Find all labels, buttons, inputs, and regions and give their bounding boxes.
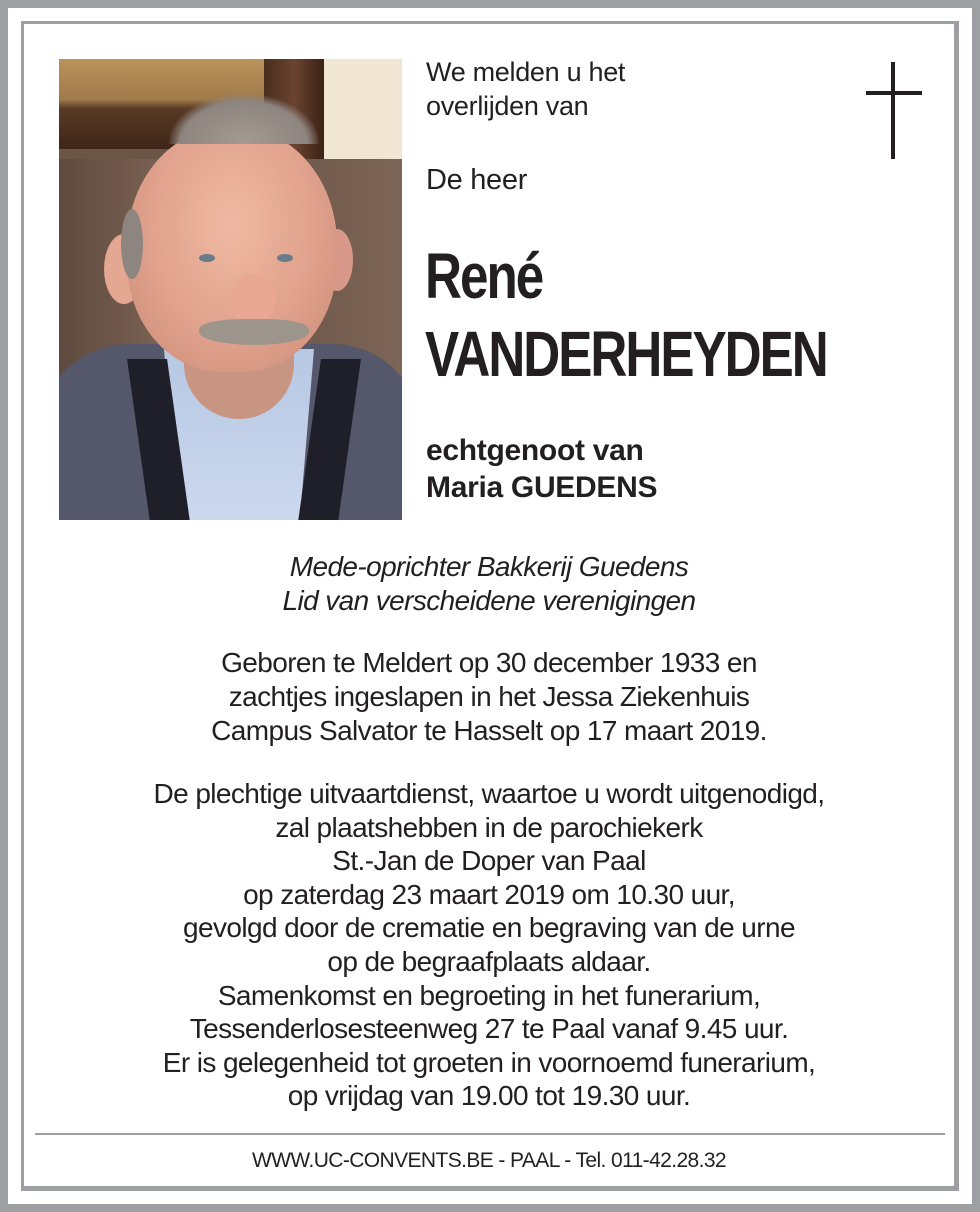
- ceremony-line: Samenkomst en begroeting in het funerarium,: [217, 979, 761, 1011]
- funeral-home-footer: WWW.UC-CONVENTS.BE - PAAL - Tel. 011-42.28.32: [251, 1149, 727, 1172]
- latin-cross-icon: [866, 62, 922, 159]
- photo-hair: [169, 94, 319, 144]
- spouse-name: Maria GUEDENS: [426, 471, 658, 504]
- birth-death-line: Campus Salvator te Hasselt op 17 maart 2019.: [211, 715, 767, 746]
- spouse-relation: echtgenoot van: [426, 434, 644, 467]
- cross-horizontal-bar: [866, 91, 922, 95]
- deceased-first-name: René: [425, 240, 543, 312]
- ceremony-line: op vrijdag van 19.00 tot 19.30 uur.: [287, 1080, 691, 1112]
- photo-mustache: [199, 319, 309, 345]
- ceremony-line: op zaterdag 23 maart 2019 om 10.30 uur,: [243, 878, 735, 910]
- photo-nose: [231, 274, 275, 324]
- ceremony-line: St.-Jan de Doper van Paal: [332, 845, 646, 877]
- footer-divider: [35, 1133, 945, 1135]
- ceremony-line: Tessenderlosesteenweg 27 te Paal vanaf 9.45 uur.: [189, 1013, 789, 1045]
- ceremony-text: [24, 777, 954, 1113]
- deceased-last-name: VANDERHEYDEN: [425, 318, 827, 390]
- photo-eye-right: [277, 254, 293, 262]
- role-line: Lid van verscheidene verenigingen: [282, 585, 696, 616]
- ceremony-line: De plechtige uitvaartdienst, waartoe u wordt uitgenodigd,: [153, 778, 825, 809]
- intro-line: We melden u het: [426, 57, 626, 87]
- spouse-info: [426, 432, 657, 506]
- birth-death-text: [24, 646, 954, 748]
- birth-death-line: Geboren te Meldert op 30 december 1933 en: [221, 647, 757, 678]
- intro-text: [426, 55, 625, 123]
- salutation: De heer: [426, 164, 528, 196]
- roles-text: [24, 550, 954, 618]
- cross-vertical-bar: [891, 62, 895, 159]
- role-line: Mede-oprichter Bakkerij Guedens: [289, 551, 689, 582]
- portrait-photo: [59, 59, 402, 520]
- photo-hair-side: [121, 209, 143, 279]
- intro-line: overlijden van: [426, 91, 589, 121]
- photo-background-wallpaper: [324, 59, 402, 159]
- ceremony-line: gevolgd door de crematie en begraving van de urne: [183, 912, 795, 944]
- ceremony-line: op de begraafplaats aldaar.: [327, 945, 651, 977]
- ceremony-line: Er is gelegenheid tot groeten in voornoemd funerarium,: [162, 1046, 816, 1078]
- birth-death-line: zachtjes ingeslapen in het Jessa Ziekenhuis: [228, 681, 750, 712]
- ceremony-line: zal plaatshebben in de parochiekerk: [275, 811, 703, 843]
- photo-eye-left: [199, 254, 215, 262]
